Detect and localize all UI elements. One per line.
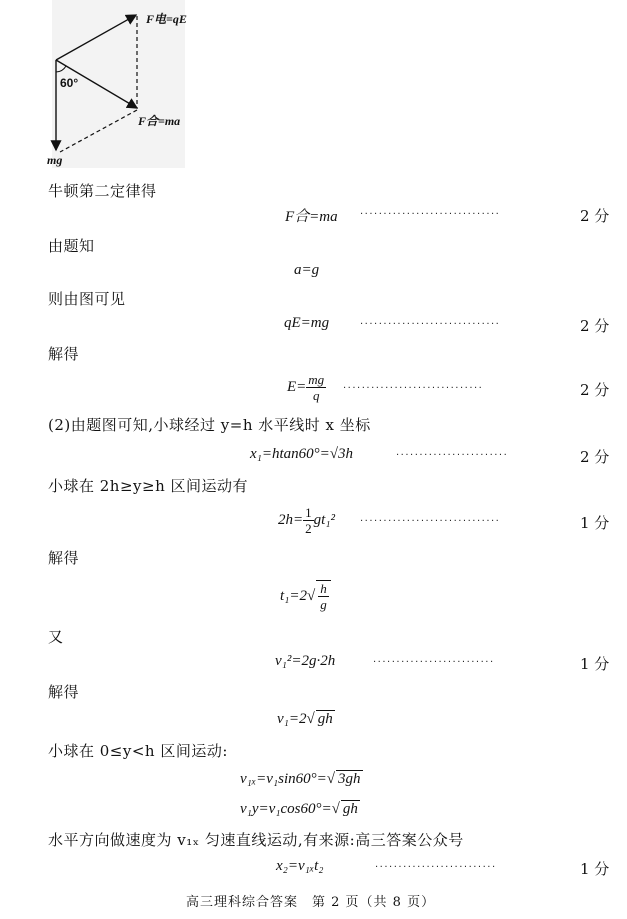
equation-2h bbox=[278, 505, 335, 536]
radical-sign: √ bbox=[331, 801, 340, 817]
equation-v1 bbox=[277, 710, 335, 728]
from-figure-label: 则由图可见 bbox=[48, 290, 126, 308]
from-problem-label: 由题知 bbox=[48, 237, 95, 255]
radicand: gh bbox=[342, 801, 358, 817]
score-label: 2 分 bbox=[580, 317, 610, 335]
eq10-lhs: v₁ₓ=v₁sin60°= bbox=[240, 771, 327, 787]
horizontal-motion-label: 水平方向做速度为 v₁ₓ 匀速直线运动,有来源:高三答案公众号 bbox=[48, 831, 464, 849]
leader-dots: ······························ bbox=[343, 383, 484, 394]
solve-label: 解得 bbox=[48, 345, 80, 363]
fraction-numerator: 1 bbox=[305, 505, 312, 520]
leader-dots: ·························· bbox=[373, 657, 495, 668]
eq6-lhs: 2h= bbox=[278, 511, 304, 528]
score-label: 2 分 bbox=[580, 448, 610, 466]
dashed-diagonal bbox=[60, 110, 137, 152]
gravity-label: mg bbox=[47, 153, 63, 167]
angle-arc bbox=[56, 66, 66, 72]
score-label: 1 分 bbox=[580, 655, 610, 673]
equation-x2: x₂=v₁ₓt₂ bbox=[276, 858, 324, 874]
fraction bbox=[303, 505, 314, 536]
electric-force-arrow bbox=[56, 15, 136, 60]
eq4-lhs: E= bbox=[287, 378, 307, 395]
angle-label: 60° bbox=[60, 76, 79, 90]
radicand: gh bbox=[317, 711, 333, 727]
equation-v1y bbox=[240, 800, 360, 818]
page-footer: 高三理科综合答案 第 2 页（共 8 页） bbox=[186, 895, 436, 910]
score-label: 2 分 bbox=[580, 381, 610, 399]
fraction-denominator: g bbox=[320, 597, 327, 612]
part2-intro: (2)由题图可知,小球经过 y=h 水平线时 x 坐标 bbox=[48, 416, 371, 434]
solve-label: 解得 bbox=[48, 549, 80, 567]
score-label: 1 分 bbox=[580, 514, 610, 532]
radicand: 3gh bbox=[338, 771, 361, 787]
newton-heading: 牛顿第二定律得 bbox=[48, 182, 157, 200]
solve-label: 解得 bbox=[48, 683, 80, 701]
leader-dots: ······························ bbox=[360, 209, 501, 220]
leader-dots: ······························ bbox=[360, 516, 501, 527]
radical-sign: √ bbox=[306, 711, 315, 727]
fraction-denominator: q bbox=[312, 388, 320, 403]
electric-force-label: F电=qE bbox=[146, 12, 187, 26]
interval-motion-label: 小球在 2h≥y≥h 区间运动有 bbox=[48, 477, 249, 495]
equation-qe-mg: qE=mg bbox=[284, 315, 330, 331]
fraction-denominator: 2 bbox=[305, 521, 312, 536]
interval-motion-label: 小球在 0≤y<h 区间运动: bbox=[48, 742, 228, 760]
equation-net-force: F合=ma bbox=[285, 209, 338, 225]
radical-sign: √ bbox=[326, 771, 335, 787]
score-label: 1 分 bbox=[580, 860, 610, 878]
eq7-lhs: t₁=2 bbox=[280, 587, 308, 604]
force-diagram bbox=[0, 0, 627, 175]
leader-dots: ·························· bbox=[375, 862, 497, 873]
eq6-rhs: gt₁² bbox=[313, 511, 336, 528]
equation-x1: x₁=htan60°=√3h bbox=[250, 446, 354, 462]
score-label: 2 分 bbox=[580, 207, 610, 225]
also-label: 又 bbox=[48, 628, 64, 646]
equation-v1-squared: v₁²=2g·2h bbox=[275, 653, 336, 669]
eq9-lhs: v₁=2 bbox=[277, 711, 307, 727]
equation-a-equals-g: a=g bbox=[294, 262, 320, 278]
equation-t1 bbox=[280, 580, 331, 612]
equation-v1x bbox=[240, 770, 363, 788]
equation-e-field bbox=[287, 372, 326, 403]
leader-dots: ······························ bbox=[360, 319, 501, 330]
leader-dots: ························ bbox=[396, 450, 509, 461]
net-force-label: F合=ma bbox=[138, 114, 181, 128]
fraction-numerator: mg bbox=[308, 372, 325, 387]
radical-sign: √ bbox=[307, 587, 316, 604]
radicand bbox=[316, 580, 331, 612]
fraction bbox=[306, 372, 326, 403]
fraction bbox=[318, 581, 329, 612]
fraction-numerator: h bbox=[320, 581, 327, 596]
eq11-lhs: v₁y=v₁cos60°= bbox=[240, 801, 332, 817]
